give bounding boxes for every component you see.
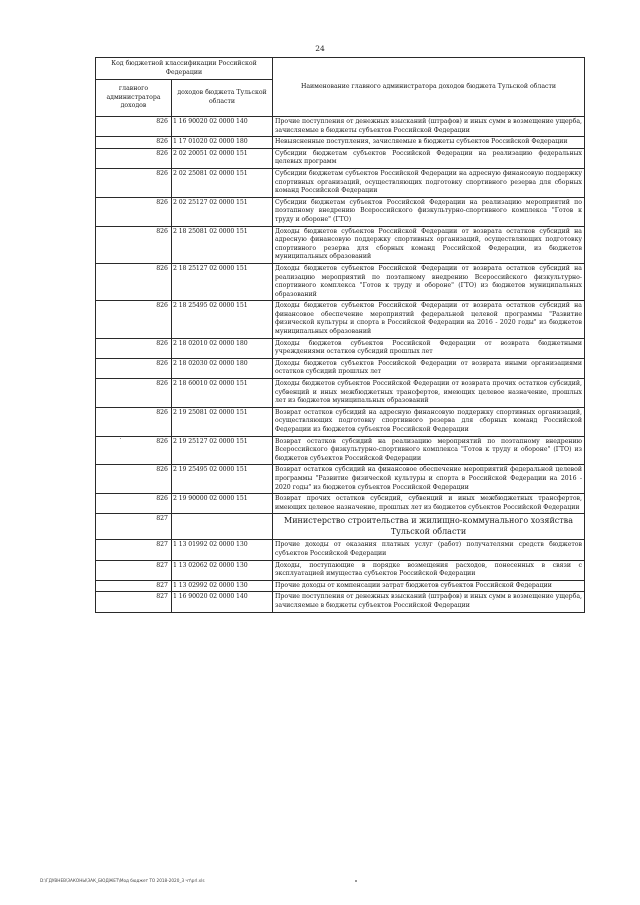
income-code-cell: 1 16 90020 02 0000 140 [172, 592, 273, 612]
admin-code-cell: 827 [96, 540, 172, 560]
income-name-cell: Невыясненные поступления, зачисляемые в бюджеты субъектов Российской Федерации [273, 137, 585, 149]
admin-code-cell: 826 [96, 338, 172, 358]
table-row [96, 407, 585, 436]
income-name-cell: Возврат остатков субсидий на реализацию мероприятий по поэтапному внедрению Всероссийского физкультурно-спортивного комплекса "Готов к труду и обороне" (ГТО) из бюджетов субъектов Российской Федерации [273, 436, 585, 465]
income-code-cell: 2 18 02030 02 0000 180 [172, 358, 273, 378]
income-name-cell: Доходы бюджетов субъектов Российской Федерации от возврата иными организациями остатков субсидий прошлых лет [273, 358, 585, 378]
header-admin-column: главного администратора доходов [96, 80, 172, 117]
income-name-cell: Субсидии бюджетам субъектов Российской Федерации на реализацию федеральных целевых программ [273, 148, 585, 168]
income-code-table [95, 57, 585, 613]
income-code-cell: 1 16 90020 02 0000 140 [172, 117, 273, 137]
income-code-cell: 2 18 02010 02 0000 180 [172, 338, 273, 358]
department-name-cell: Министерство строительства и жилищно-коммунального хозяйства Тульской области [273, 514, 585, 540]
income-code-cell: 2 18 60010 02 0000 151 [172, 379, 273, 408]
admin-code-cell: 826 [96, 137, 172, 149]
admin-code-cell: 826 [96, 465, 172, 494]
scan-speck [120, 438, 121, 439]
table-row [96, 338, 585, 358]
income-code-cell: 2 19 25127 02 0000 151 [172, 436, 273, 465]
header-name-column: Наименование главного администратора доходов бюджета Тульской области [273, 58, 585, 117]
income-code-cell [172, 514, 273, 540]
admin-code-cell: 827 [96, 560, 172, 580]
table-row [96, 148, 585, 168]
income-name-cell: Субсидии бюджетам субъектов Российской Федерации на адресную финансовую поддержку спортивных организаций, осуществляющих подготовку спортивного резерва для сборных команд Российской Федерации [273, 168, 585, 197]
income-name-cell: Доходы бюджетов субъектов Российской Федерации от возврата прочих остатков субсидий, субвенций и иных межбюджетных трансфертов, имеющих целевое назначение, прошлых лет из бюджетов муниципальных образований [273, 379, 585, 408]
admin-code-cell: 827 [96, 580, 172, 592]
income-name-cell: Прочие поступления от денежных взысканий (штрафов) и иных сумм в возмещение ущерба, зачисляемые в бюджеты субъектов Российской Федерации [273, 117, 585, 137]
header-code-group: Код бюджетной классификации Российской Федерации [96, 58, 273, 80]
table-row [96, 592, 585, 612]
income-name-cell: Возврат остатков субсидий на финансовое обеспечение мероприятий федеральной целевой программы "Развитие физической культуры и спорта в Российской Федерации на 2016 - 2020 годы" из бюджетов субъектов Российской Федерации [273, 465, 585, 494]
table-row [96, 540, 585, 560]
income-code-cell: 2 19 90000 02 0000 151 [172, 494, 273, 514]
table-row [96, 197, 585, 226]
footer-file-path: D:\ГДУВНЕВ\ЗАКОНЫ\ЗАК_БЮДЖЕТ\Мод бюджет ТО 2018-2020_3 чт\рrl.xls [40, 878, 205, 883]
admin-code-cell: 827 [96, 592, 172, 612]
admin-code-cell: 826 [96, 197, 172, 226]
table-body [96, 117, 585, 613]
admin-code-cell: 827 [96, 514, 172, 540]
income-code-cell: 1 13 02992 02 0000 130 [172, 580, 273, 592]
income-name-cell: Прочие доходы от компенсации затрат бюджетов субъектов Российской Федерации [273, 580, 585, 592]
income-name-cell: Прочие доходы от оказания платных услуг (работ) получателями средств бюджетов субъектов Российской Федерации [273, 540, 585, 560]
income-name-cell: Доходы бюджетов субъектов Российской Федерации от возврата остатков субсидий на реализацию мероприятий по поэтапному внедрению Всероссийского физкультурно-спортивного комплекса "Готов к труду и обороне" (ГТО) из бюджетов муниципальных образований [273, 263, 585, 300]
table-row [96, 226, 585, 263]
table-row [96, 117, 585, 137]
table-row [96, 494, 585, 514]
table-row [96, 560, 585, 580]
admin-code-cell: 826 [96, 379, 172, 408]
table-row [96, 379, 585, 408]
table-row [96, 301, 585, 338]
income-code-cell: 2 19 25081 02 0000 151 [172, 407, 273, 436]
income-name-cell: Субсидии бюджетам субъектов Российской Федерации на реализацию мероприятий по поэтапному внедрению Всероссийского физкультурно-спортивного комплекса "Готов к труду и обороне" (ГТО) [273, 197, 585, 226]
income-name-cell: Доходы бюджетов субъектов Российской Федерации от возврата остатков субсидий на финансовое обеспечение мероприятий федеральной целевой программы "Развитие физической культуры и спорта в Российской Федерации на 2016 - 2020 годы" из бюджетов муниципальных образований [273, 301, 585, 338]
admin-code-cell: 826 [96, 117, 172, 137]
income-code-cell: 2 02 25081 02 0000 151 [172, 168, 273, 197]
income-name-cell: Доходы, поступающие в порядке возмещения расходов, понесенных в связи с эксплуатацией имущества субъектов Российской Федерации [273, 560, 585, 580]
income-code-cell: 2 18 25081 02 0000 151 [172, 226, 273, 263]
income-name-cell: Возврат прочих остатков субсидий, субвенций и иных межбюджетных трансфертов, имеющих целевое назначение, прошлых лет из бюджетов субъектов Российской Федерации [273, 494, 585, 514]
admin-code-cell: 826 [96, 301, 172, 338]
table-row [96, 168, 585, 197]
income-name-cell: Доходы бюджетов субъектов Российской Федерации от возврата бюджетными учреждениями остатков субсидий прошлых лет [273, 338, 585, 358]
admin-code-cell: 826 [96, 436, 172, 465]
income-code-cell: 1 17 01020 02 0000 180 [172, 137, 273, 149]
admin-code-cell: 826 [96, 226, 172, 263]
admin-code-cell: 826 [96, 148, 172, 168]
income-code-cell: 1 13 02062 02 0000 130 [172, 560, 273, 580]
table-row [96, 436, 585, 465]
table-row [96, 137, 585, 149]
income-code-cell: 2 19 25495 02 0000 151 [172, 465, 273, 494]
table-row [96, 358, 585, 378]
department-row [96, 514, 585, 540]
admin-code-cell: 826 [96, 407, 172, 436]
page-number: 24 [315, 44, 325, 53]
income-code-cell: 1 13 01992 02 0000 130 [172, 540, 273, 560]
income-name-cell: Доходы бюджетов субъектов Российской Федерации от возврата остатков субсидий на адресную финансовую поддержку спортивных организаций, осуществляющих подготовку спортивного резерва для сборных команд Российской Федерации, из бюджетов муниципальных образований [273, 226, 585, 263]
table-row [96, 263, 585, 300]
admin-code-cell: 826 [96, 358, 172, 378]
income-code-cell: 2 02 20051 02 0000 151 [172, 148, 273, 168]
income-name-cell: Возврат остатков субсидий на адресную финансовую поддержку спортивных организаций, осуществляющих подготовку спортивного резерва для сборных команд Российской Федерации из бюджетов субъектов Российской Федерации [273, 407, 585, 436]
admin-code-cell: 826 [96, 494, 172, 514]
scan-speck [355, 880, 357, 882]
income-code-cell: 2 18 25127 02 0000 151 [172, 263, 273, 300]
income-name-cell: Прочие поступления от денежных взысканий (штрафов) и иных сумм в возмещение ущерба, зачисляемые в бюджеты субъектов Российской Федерации [273, 592, 585, 612]
income-code-cell: 2 18 25495 02 0000 151 [172, 301, 273, 338]
table-row [96, 465, 585, 494]
table-header-row [96, 58, 585, 80]
admin-code-cell: 826 [96, 168, 172, 197]
header-income-column: доходов бюджета Тульской области [172, 80, 273, 117]
admin-code-cell: 826 [96, 263, 172, 300]
income-code-cell: 2 02 25127 02 0000 151 [172, 197, 273, 226]
table-row [96, 580, 585, 592]
